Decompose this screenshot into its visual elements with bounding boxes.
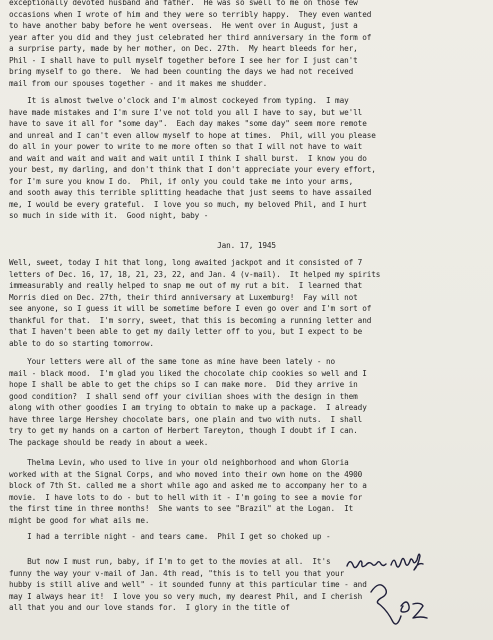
paragraph-3 <box>9 257 487 349</box>
text-line: I had a terrible night - and tears came. Phil I get so choked up - <box>9 532 331 541</box>
text-line: thankful for that. I'm sorry, sweet, that this is becoming a running letter and <box>9 315 372 325</box>
text-line: funny the way your v-mail of Jan. 4th read, "this is to tell you that your <box>9 568 345 578</box>
text-line: have to save it all for "some day". Each day makes "some day" seem more remote <box>9 119 367 128</box>
text-line: and unreal and I can't even allow myself to hope at times. Phil, will you please <box>9 130 376 140</box>
text-line: worked with at the Signal Corps, and who moved into their own home on the 4900 <box>9 469 363 479</box>
text-line: a surprise party, made by her mother, on Dec. 27th. My heart bleeds for her, <box>9 44 358 53</box>
text-line: to have another baby before he went overseas. He went over in August, just a <box>9 21 358 30</box>
text-line: for I'm sure you know I do. Phil, if only you could take me into your arms, <box>9 176 354 186</box>
text-line: and wait and wait and wait and wait until I think I shall burst. I know you do <box>9 153 367 163</box>
paragraph-4 <box>9 356 487 448</box>
text-line: do all in your power to write to me more often so that I will not have to wait <box>9 142 363 151</box>
paragraph-1 <box>9 0 487 89</box>
text-line: have three large Hershey chocolate bars, one plain and two with nuts. I shall <box>9 414 363 424</box>
text-line: all that you and our love stands for. I glory in the title of <box>9 603 290 612</box>
text-line: Well, sweet, today I hit that long, long awaited jackpot and it consisted of 7 <box>9 258 363 267</box>
text-line: the first time in three months! She wants to see "Brazil" at the Logan. It <box>9 504 354 513</box>
handwritten-signature <box>343 544 453 634</box>
text-line: Phil - I shall have to pull myself together before I see her for I just can't <box>9 55 358 65</box>
text-line: But now I must run, baby, if I'm to get to the movies at all. It's <box>9 557 331 566</box>
text-line: your best, my darling, and don't think that I don't appreciate your every effort, <box>9 165 376 174</box>
text-line: hubby is still alive and well" - it sounded funny at this particular time - and <box>9 580 367 589</box>
text-line: Your letters were all of the same tone as mine have been lately - no <box>9 357 336 366</box>
text-line: and sooth away this terrible splitting headache that just seems to have assailed <box>9 188 372 197</box>
text-line: try to get my hands on a carton of Herbert Tareyton, though I doubt if I can. <box>9 426 358 435</box>
text-line: that I haven't been able to get my daily letter off to you, but I expect to be <box>9 327 363 336</box>
text-line: have made mistakes and I'm sure I've not told you all I have to say, but we'll <box>9 107 363 117</box>
text-line: immeasurably and really helped to snap me out of my rut a bit. I learned that <box>9 281 363 290</box>
paragraph-6 <box>9 531 487 543</box>
paragraph-2 <box>9 95 487 222</box>
text-line: letters of Dec. 16, 17, 18, 21, 23, 22, and Jan. 4 (v-mail). It helped my spirits <box>9 269 381 279</box>
text-line: see anyone, so I guess it will be sometime before I even go over and I'm sort of <box>9 304 372 313</box>
text-line: hope I shall be able to get the chips so I can make more. Did they arrive in <box>9 380 358 389</box>
text-line: year after you did and they just celebrated her third anniversary in the form of <box>9 32 372 42</box>
text-line: may I always hear it! I love you so very much, my dearest Phil, and I cherish <box>9 591 363 601</box>
text-line: might be good for what ails me. <box>9 515 150 525</box>
text-line: along with other goodies I am trying to obtain to make up a package. I already <box>9 403 367 412</box>
text-line: mail - black mood. I'm glad you liked the chocolate chip cookies so well and I <box>9 368 367 378</box>
text-line: so much in side with it. Good night, baby - <box>9 211 209 220</box>
text-line: block of 7th St. called me a short while ago and asked me to accompany her to a <box>9 481 367 490</box>
text-line: good condition? I shall send off your civilian shoes with the design in them <box>9 391 358 401</box>
text-line: It is almost twelve o'clock and I'm almost cockeyed from typing. I may <box>9 96 349 105</box>
text-line: movie. I have lots to do - but to hell with it - I'm going to see a movie for <box>9 492 363 502</box>
letter-date: Jan. 17, 1945 <box>217 241 276 250</box>
text-line: me, I would be every grateful. I love you so much, my beloved Phil, and I hurt <box>9 199 367 209</box>
text-line: bring myself to go there. We had been counting the days we had not received <box>9 67 354 76</box>
text-line: mail from our spouses together - and it makes me shudder. <box>9 78 268 88</box>
text-line: Morris died on Dec. 27th, their third anniversary at Luxemburg! Fay will not <box>9 292 358 302</box>
text-line: exceptionally devoted husband and father. He was so swell to me on those few <box>9 0 358 7</box>
text-line: occasions when I wrote of him and they were so terribly happy. They even wanted <box>9 9 372 19</box>
text-line: The package should be ready in about a week. <box>9 437 209 447</box>
paragraph-5 <box>9 457 487 526</box>
text-line: able to do so starting tomorrow. <box>9 338 154 348</box>
text-line: Thelma Levin, who used to live in your old neighborhood and whom Gloria <box>9 458 349 467</box>
